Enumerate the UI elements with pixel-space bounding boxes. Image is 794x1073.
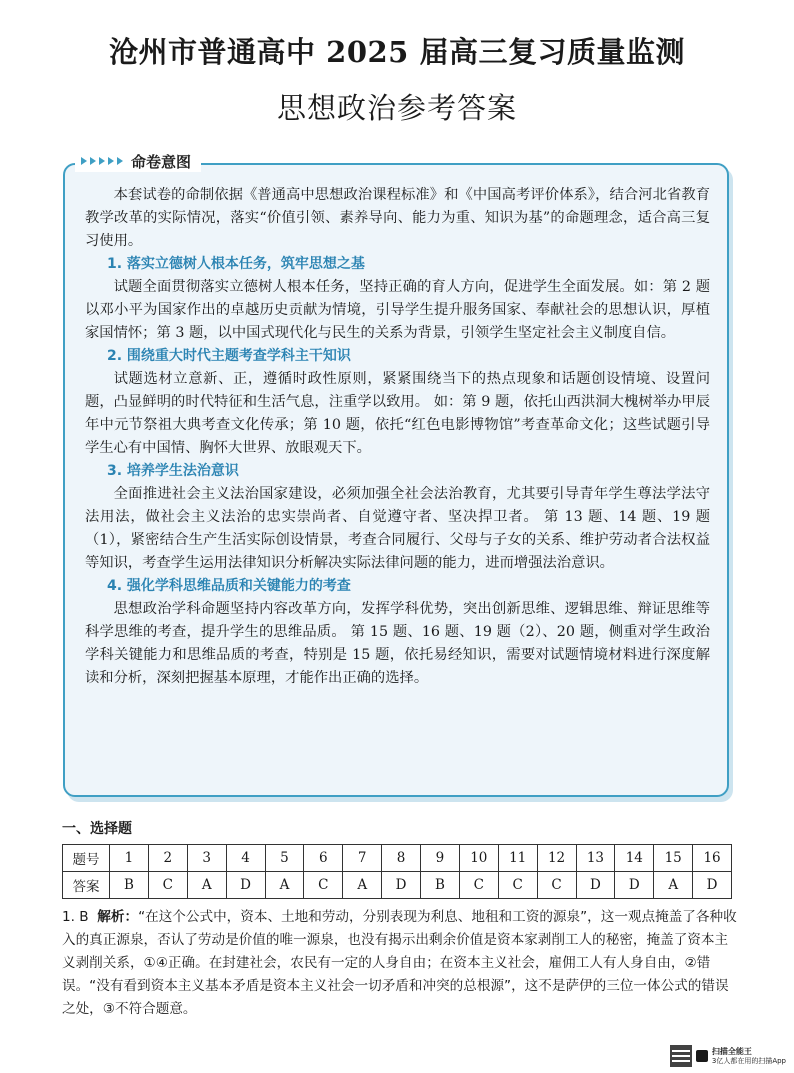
- answer-cell: D: [615, 872, 654, 899]
- explanation-keyword: 解析：: [97, 909, 139, 925]
- question-number: 16: [693, 845, 732, 872]
- question-number: 6: [304, 845, 343, 872]
- explanation-text: “在这个公式中，资本、土地和劳动，分别表现为利息、地租和工资的源泉”，这一观点掩盖了各种收入的真正源泉，否认了劳动是价值的唯一源泉，也没有揭示出剩余价值是资本家剥削工人的秘密，掩盖了资本主义剥削关系，①④正确。在封建社会，农民有一定的人身自由；在资本主义社会，雇佣工人有人身自由，②错误。“没有看到资本主义基本矛盾是资本主义社会一切矛盾和冲突的总根源”，这不是萨伊的三位一体公式的错误之处，③不符合题意。: [62, 909, 737, 1017]
- intent-section-body: 全面推进社会主义法治国家建设，必须加强全社会法治教育，尤其要引导青年学生尊法学法守法用法，做社会主义法治的忠实崇尚者、自觉遵守者、坚决捍卫者。 第 13 题、14 题、19 题（1），紧密结合生产生活实际创设情景，考查合同履行、父母与子女的关系、维护劳动者合法权益等知识，考查学生运用法律知识分析解决实际法律问题的能力，进而增强法治意识。: [85, 486, 710, 571]
- intent-section-body: 试题全面贯彻落实立德树人根本任务，坚持正确的育人方向，促进学生全面发展。如：第 2 题以邓小平为国家作出的卓越历史贡献为情境，引导学生提升服务国家、奉献社会的思想认识，厚植家国情怀；第 3 题，以中国式现代化与民生的关系为背景，引领学生坚定社会主义制度自信。: [85, 279, 710, 341]
- question-number: 14: [615, 845, 654, 872]
- question-number: 15: [654, 845, 693, 872]
- question-number: 13: [576, 845, 615, 872]
- row-label: 答案: [63, 872, 110, 899]
- answer-cell: C: [498, 872, 537, 899]
- answer-table: [62, 844, 732, 899]
- answer-cell: C: [304, 872, 343, 899]
- answer-cell: A: [343, 872, 382, 899]
- answer-cell: A: [187, 872, 226, 899]
- intent-section-heading: 3. 培养学生法治意识: [107, 463, 239, 479]
- camscanner-logo-icon: [696, 1050, 708, 1062]
- intent-section-heading: 1. 落实立德树人根本任务，筑牢思想之基: [107, 256, 365, 272]
- question-number: 11: [498, 845, 537, 872]
- intent-header: [75, 150, 201, 172]
- question-number: 1: [110, 845, 149, 872]
- answer-cell: D: [693, 872, 732, 899]
- answer-cell: C: [459, 872, 498, 899]
- question-number: 2: [148, 845, 187, 872]
- explanation: [62, 906, 738, 1021]
- question-number: 8: [382, 845, 421, 872]
- watermark-tagline: 3亿人都在用的扫描App: [711, 1056, 786, 1065]
- question-number: 7: [343, 845, 382, 872]
- question-number: 4: [226, 845, 265, 872]
- intent-heading: 命卷意图: [131, 152, 192, 171]
- intent-body: [85, 184, 710, 690]
- answer-cell: A: [654, 872, 693, 899]
- question-number: 3: [187, 845, 226, 872]
- intent-intro: 本套试卷的命制依据《普通高中思想政治课程标准》和《中国高考评价体系》，结合河北省教育教学改革的实际情况，落实“价值引领、素养导向、能力为重、知识为基”的命题理念，适合高三复习使用。: [85, 187, 710, 249]
- question-number: 5: [265, 845, 304, 872]
- arrow-decoration-icon: [81, 157, 123, 165]
- answer-cell: A: [265, 872, 304, 899]
- answer-cell: B: [421, 872, 460, 899]
- answer-cell: C: [537, 872, 576, 899]
- question-number: 12: [537, 845, 576, 872]
- number-row: [63, 845, 732, 872]
- answer-cell: D: [226, 872, 265, 899]
- question-number: 9: [421, 845, 460, 872]
- qr-code-icon: [670, 1045, 692, 1067]
- explanation-item: 1. B: [62, 909, 89, 925]
- scanner-watermark: [670, 1045, 786, 1067]
- answer-cell: C: [148, 872, 187, 899]
- answer-cell: D: [576, 872, 615, 899]
- intent-section-heading: 2. 围绕重大时代主题考查学科主干知识: [107, 348, 351, 364]
- choice-section-label: 一、选择题: [62, 821, 132, 837]
- answer-cell: B: [110, 872, 149, 899]
- intent-section-heading: 4. 强化学科思维品质和关键能力的考查: [107, 578, 351, 594]
- watermark-brand: 扫描全能王: [711, 1046, 752, 1056]
- page-title: 沧州市普通高中 2025 届高三复习质量监测: [109, 35, 685, 69]
- answer-cell: D: [382, 872, 421, 899]
- intent-section-body: 试题选材立意新、正，遵循时政性原则，紧紧围绕当下的热点现象和话题创设情境、设置问题，凸显鲜明的时代特征和生活气息，注重学以致用。 如：第 9 题，依托山西洪洞大槐树举办甲辰年中元节祭祖大典考查文化传承；第 10 题，依托“红色电影博物馆”考查革命文化；这些试题引导学生心有中国情、胸怀大世界、放眼观天下。: [85, 371, 710, 456]
- page-subtitle: 思想政治参考答案: [276, 91, 517, 125]
- question-number: 10: [459, 845, 498, 872]
- answer-row: [63, 872, 732, 899]
- row-label: 题号: [63, 845, 110, 872]
- intent-section-body: 思想政治学科命题坚持内容改革方向，发挥学科优势，突出创新思维、逻辑思维、辩证思维等科学思维的考查，提升学生的思维品质。 第 15 题、16 题、19 题（2）、20 题，侧重对学生政治学科关键能力和思维品质的考查，特别是 15 题，依托易经知识，需要对试题情境材料进行深度解读和分析，深刻把握基本原理，才能作出正确的选择。: [85, 601, 710, 686]
